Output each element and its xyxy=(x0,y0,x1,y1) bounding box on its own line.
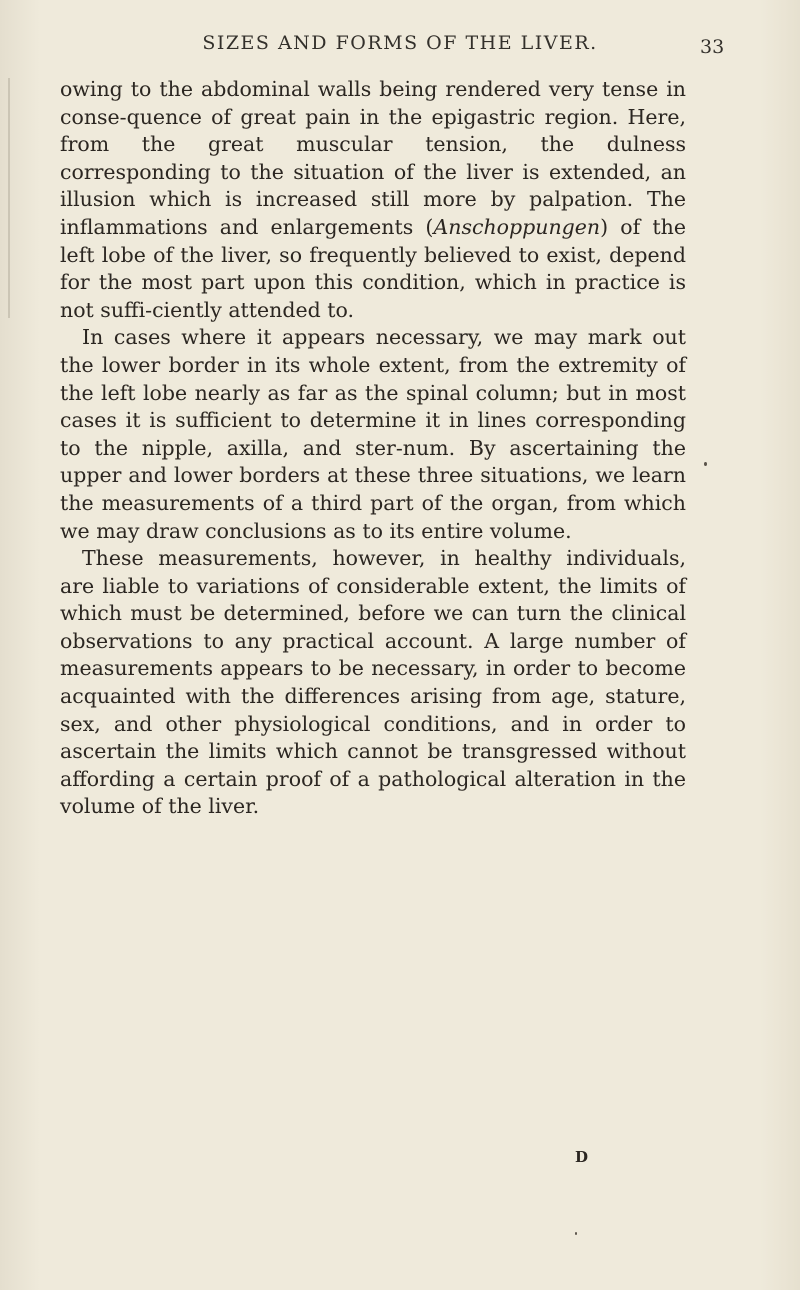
ink-speck xyxy=(575,1232,577,1235)
paragraph-1: owing to the abdominal walls being rendered very tense in conse-quence of great pain in the epigastric region. Here, from the great muscular tension, the dulness corresponding to the situation of the liver is extended, an illusion which is increased still more by palpation. The inflammations and enlargements (Anschoppungen) of the left lobe of the liver, so frequently believed to exist, depend for the most part upon this condition, which in practice is not suffi-ciently attended to. xyxy=(60,77,686,322)
running-head: SIZES AND FORMS OF THE LIVER. xyxy=(202,32,598,54)
page-edge-shadow xyxy=(8,78,10,318)
signature-mark: D xyxy=(575,1148,589,1166)
paragraph-3: These measurements, however, in healthy individuals, are liable to variations of considerable extent, the limits of which must be determined, before we can turn the clinical observations to any practical account. A large number of measurements appears to be necessary, in order to become acquainted with the differences arising from age, stature, sex, and other physiological conditions, and in order to ascertain the limits which cannot be transgressed without affording a certain proof of a pathological alteration in the volume of the liver. xyxy=(60,546,686,819)
body-text xyxy=(60,76,686,821)
paragraph-2: In cases where it appears necessary, we may mark out the lower border in its whole extent, from the extremity of the left lobe nearly as far as the spinal column; but in most cases it is sufficient to determine it in lines corresponding to the nipple, axilla, and ster-num. By ascertaining the upper and lower borders at these three situations, we learn the measurements of a third part of the organ, from which we may draw conclusions as to its entire volume. xyxy=(60,325,686,543)
ink-speck xyxy=(704,462,707,466)
italic-term: Anschoppungen xyxy=(433,214,601,239)
page-number: 33 xyxy=(700,36,725,58)
